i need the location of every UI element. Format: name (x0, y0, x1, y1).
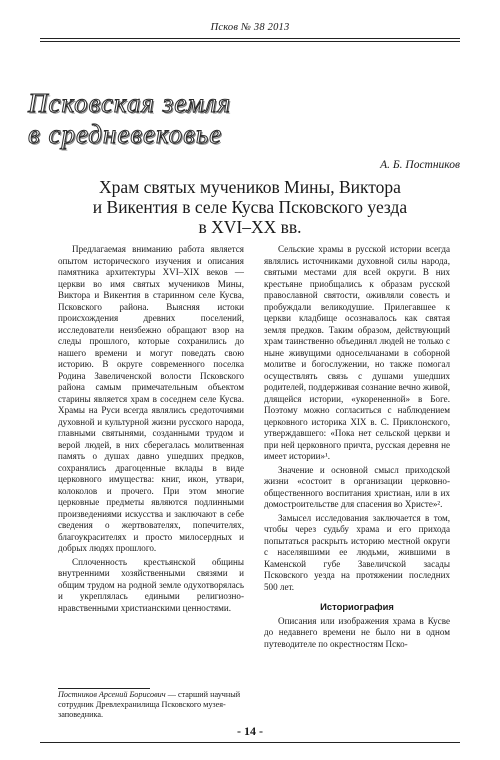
section-title (28, 88, 478, 150)
author-footnote (58, 690, 244, 720)
article-title-line: и Викентия в селе Кусва Псковского уезда (92, 197, 408, 217)
header-rule (40, 41, 460, 42)
body-paragraph: Сплоченность крестьянской общины внутренними хозяйственными связями и общим трудом на родной земле одухотворялась и укреплялась едиными религиозно-нравственными христианскими ценностями. (58, 556, 244, 613)
section-title-line: в средневековье (28, 119, 223, 149)
body-paragraph: Сельские храмы в русской истории всегда являлись источниками духовной силы народа, святыми местами для всей округи. В них крестьяне приобщались к образам русской православной святости, оживляли совесть и пробуждали великодушие. Прилегавшее к церкви кладбище осознавалось как святая земля предков. Таким образом, действующий храм таинственно объединял людей не только с ныне живущими односельчанами в соборной молитве и богослужении, но также помогал осуществлять связь с душами ушедших родителей, поддерживая сознание вечно живой, длящейся истории, «укорененной» в Боге. Поэтому можно согласиться с наблюдением церковного историка XIX в. С. Приклонского, утверждавшего: «Пока нет сельской церкви и при ней церковного причта, русская деревня не имеет истории»¹. (264, 244, 450, 461)
body-paragraph: Замысел исследования заключается в том, чтобы через судьбу храма и его прихода попытаться раскрыть историю местной округи с населявшими ее людьми, жившими в Каменской губе Завеличской засады Псковского уезда на протяжении последних 500 лет. (264, 512, 450, 592)
article-title (30, 177, 470, 237)
journal-running-header: Псков № 38 2013 (210, 22, 290, 33)
right-column (264, 244, 450, 650)
footer-rule (40, 742, 460, 743)
left-column (58, 244, 244, 614)
body-paragraph: Предлагаемая вниманию работа является опытом исторического изучения и описания памятника архитектуры XVI–XIX веков — церкви во имя святых мучеников Мины, Виктора и Викентия в старинном селе Кусва, Псковского района. Выясняя истоки происхождения древних поселений, исследователи неизбежно обращают взор на следы прошлого, которые сохранились до нашего времени и могут поведать свою историю. В округе современного поселка Родина Завеличенской волости Псковского района самым примечательным объектом старины является храм в соседнем селе Кусва. Храмы на Руси всегда являлись средоточиями духовной и культурной жизни русского народа, главными святынями, созданными трудом и верой людей, в них сберегалась молитвенная память о душах давно ушедших предков, сохранялись драгоценные вклады в виде церковного имущества: книг, икон, утвари, колоколов и прочего. При этом многие церковные предметы являются подлинными произведениями искусства и заключают в себе сведения о жертвователях, попечителях, благоукрасителях и просто милосердных и добрых людях прошлого. (58, 244, 244, 553)
body-paragraph: Значение и основной смысл приходской жизни «состоит в организации церковно-общественного воспитания христиан, или в их домостроительстве для спасения во Христе»². (264, 464, 450, 509)
section-title-line: Псковская земля (28, 88, 232, 118)
body-paragraph: Описания или изображения храма в Кусве до недавнего времени не было ни в одном путеводителе по окрестностям Пско- (264, 615, 450, 649)
article-body (58, 244, 450, 684)
article-author: А. Б. Постников (380, 159, 460, 171)
header-rule (40, 38, 460, 39)
footnote-text: — старший научный сотрудник Древлехранилища Псковского музея-заповедника. (58, 690, 241, 719)
section-heading: Историография (320, 601, 394, 612)
article-title-line: Храм святых мучеников Мины, Виктора (99, 177, 401, 197)
footnote-author-name: Постников Арсений Борисович (58, 690, 166, 699)
footnote-rule (58, 688, 150, 689)
article-title-line: в XVI–XX вв. (198, 217, 302, 237)
page-number: - 14 - (237, 724, 263, 738)
